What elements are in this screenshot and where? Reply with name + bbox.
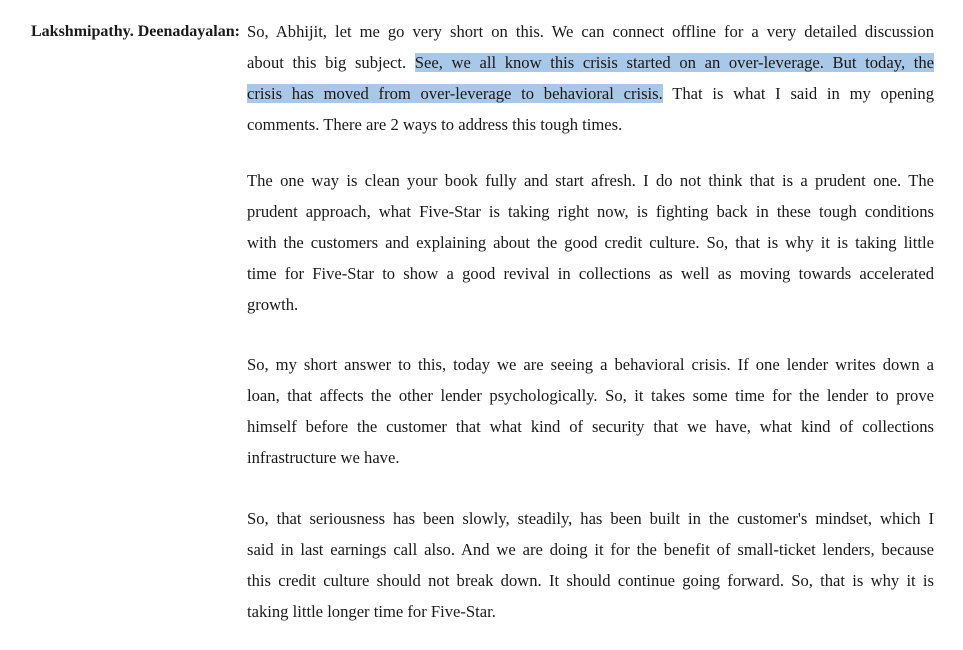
text-line: prudent approach, what Five-Star is taking right now, is fighting back in these tough conditions bbox=[247, 202, 934, 221]
text-line: time for Five-Star to show a good revival in collections as well as moving towards accelerated bbox=[247, 264, 934, 283]
highlighted-text[interactable]: See, we all know this crisis started on an over-leverage. But today, the bbox=[414, 53, 934, 72]
text-line: himself before the customer that what kind of security that we have, what kind of collections bbox=[247, 417, 934, 436]
text-line: So, that seriousness has been slowly, steadily, has been built in the customer's mindset, which I bbox=[247, 509, 934, 528]
text-line: this credit culture should not break down. It should continue going forward. So, that is why it is bbox=[247, 571, 934, 590]
first-line: So, Abhijit, let me go very short on this. We can connect offline for a very detailed discussion bbox=[247, 22, 934, 41]
speaker-name: Lakshmipathy. Deenadayalan: bbox=[31, 23, 240, 40]
text-line bbox=[247, 78, 934, 109]
text-line: growth. bbox=[247, 295, 299, 314]
text-line: taking little longer time for Five-Star. bbox=[247, 602, 496, 621]
text-line bbox=[247, 47, 934, 78]
text-line: So, my short answer to this, today we are seeing a behavioral crisis. If one lender writes down a bbox=[247, 355, 934, 374]
text-line: comments. There are 2 ways to address this tough times. bbox=[247, 115, 623, 134]
paragraph-2 bbox=[247, 165, 934, 320]
highlighted-text[interactable]: crisis has moved from over-leverage to behavioral crisis. bbox=[247, 84, 663, 103]
text-span: about this big subject. bbox=[247, 53, 415, 72]
text-line: with the customers and explaining about the good credit culture. So, that is why it is taking little bbox=[247, 233, 934, 252]
paragraph-4 bbox=[247, 503, 934, 627]
text-line: infrastructure we have. bbox=[247, 448, 400, 467]
paragraph-3 bbox=[247, 349, 934, 473]
paragraph-1 bbox=[247, 47, 934, 140]
text-span: That is what I said in my opening bbox=[662, 84, 934, 103]
text-line: The one way is clean your book fully and start afresh. I do not think that is a prudent one. The bbox=[247, 171, 934, 190]
text-line: said in last earnings call also. And we are doing it for the benefit of small-ticket lenders, because bbox=[247, 540, 934, 559]
text-line: loan, that affects the other lender psychologically. So, it takes some time for the lender to prove bbox=[247, 386, 934, 405]
